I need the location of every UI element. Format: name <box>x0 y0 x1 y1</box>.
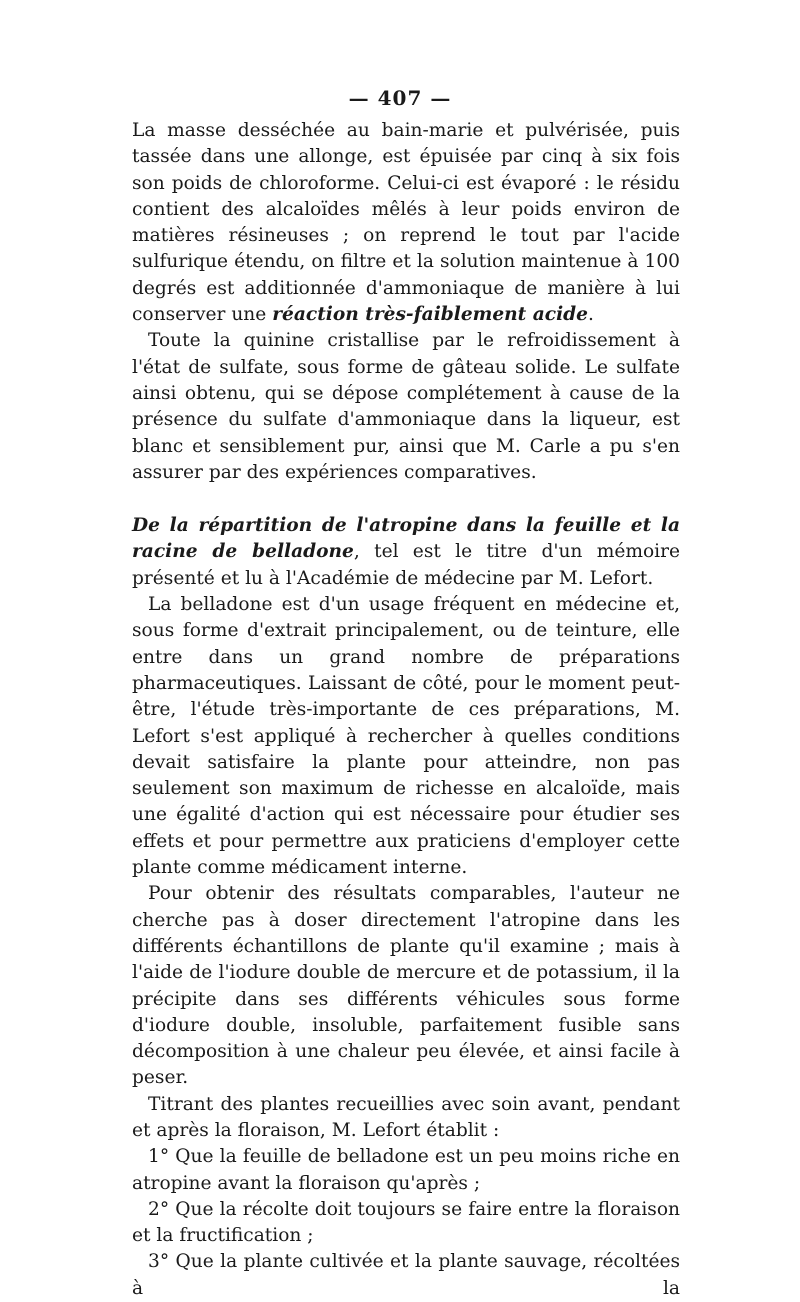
paragraph-memoir-title <box>132 513 680 592</box>
paragraph-drying-extraction <box>132 118 680 328</box>
list-item-3: 3° Que la plante cultivée et la plante sauvage, récoltées à la <box>132 1251 680 1299</box>
memoir-title: De la répartition de l'atropine dans la feuille et la racine de belladone <box>132 515 680 563</box>
list-item-1: 1° Que la feuille de belladone est un peu moins riche en atropine avant la floraison qu'après ; <box>132 1146 680 1194</box>
emphasis-text: réaction très-faiblement acide <box>272 304 588 326</box>
paragraph-text-end: . <box>588 304 594 326</box>
body-text <box>132 118 680 1302</box>
paragraph-belladonna-usage: La belladone est d'un usage fréquent en médecine et, sous forme d'extrait principalement, ou de teinture, elle entre dans un grand nombre de préparations pharmaceutiques. Laissant de côté, pour le moment peut-être, l'étude très-importante de ces préparations, M. Lefort s'est appliqué à rechercher à quelles conditions devait satisfaire la plante pour atteindre, non pas seulement son maximum de richesse en alcaloïde, mais une égalité d'action qui est nécessaire pour étudier ses effets et pour permettre aux praticiens d'employer cette plante comme médicament interne. <box>132 594 680 879</box>
list-item-2: 2° Que la récolte doit toujours se faire entre la floraison et la fructification ; <box>132 1198 680 1247</box>
memoir-intro: , tel est le titre d'un mémoire présenté et lu à l'Académie de médecine par M. Lefort. <box>132 541 680 589</box>
paragraph-quinine-crystallization: Toute la quinine cristallise par le refroidissement à l'état de sulfate, sous forme de gâteau solide. Le sulfate ainsi obtenu, qui se dépose complétement à cause de la présence du sulfate d'ammoniaque dans la liqueur, est blanc et sensiblement pur, ainsi que M. Carle a pu s'en assurer par des expériences comparatives. <box>132 330 680 483</box>
page-number: — 407 — <box>348 86 452 110</box>
paragraph-method: Pour obtenir des résultats comparables, l'auteur ne cherche pas à doser directement l'atropine dans les différents échantillons de plante qu'il examine ; mais à l'aide de l'iodure double de mercure et de potassium, il la précipite dans ses différents véhicules sous forme d'iodure double, insoluble, parfaitement fusible sans décomposition à une chaleur peu élevée, et ainsi facile à peser. <box>132 883 680 1089</box>
paragraph-titration: Titrant des plantes recueillies avec soin avant, pendant et après la floraison, M. Lefort établit : <box>132 1093 680 1141</box>
section-spacer <box>132 486 680 513</box>
paragraph-text: La masse desséchée au bain-marie et pulvérisée, puis tassée dans une allonge, est épuisée par cinq à six fois son poids de chloroforme. Celui-ci est évaporé : le résidu contient des alcaloïdes mêlés à leur poids environ de matières résineuses ; on reprend le tout par l'acide sulfurique étendu, on filtre et la solution maintenue à 100 degrés est additionnée d'ammoniaque de manière à lui conserver une <box>132 120 680 326</box>
